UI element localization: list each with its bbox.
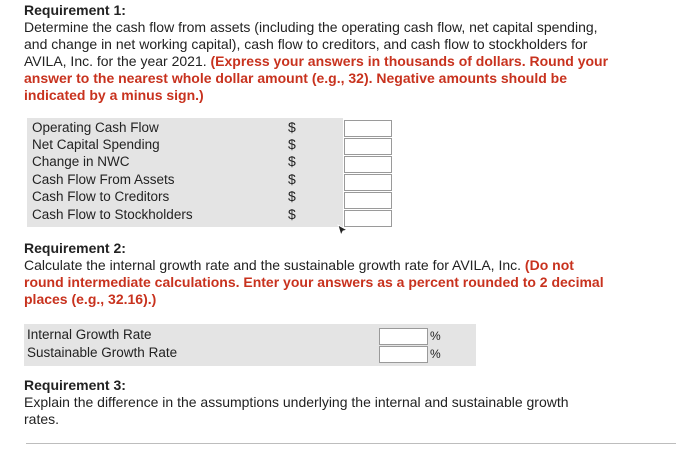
net-capital-spending-input[interactable] xyxy=(344,138,392,155)
row-label-net-capital-spending: Net Capital Spending xyxy=(32,137,160,152)
row-label-cash-flow-to-creditors: Cash Flow to Creditors xyxy=(32,189,170,204)
currency-symbol: $ xyxy=(288,119,296,135)
mouse-cursor-icon xyxy=(337,224,349,236)
requirement-2-title: Requirement 2: xyxy=(24,240,126,256)
internal-growth-rate-input[interactable] xyxy=(379,328,428,345)
requirement-3-answer-area[interactable] xyxy=(26,443,676,444)
currency-symbol: $ xyxy=(288,136,296,152)
row-label-internal-growth-rate: Internal Growth Rate xyxy=(27,327,152,342)
operating-cash-flow-input[interactable] xyxy=(344,120,392,137)
cash-flow-from-assets-input[interactable] xyxy=(344,174,392,191)
requirement-1-title: Requirement 1: xyxy=(24,2,126,18)
cash-flow-to-creditors-input[interactable] xyxy=(344,192,392,209)
row-label-sustainable-growth-rate: Sustainable Growth Rate xyxy=(27,345,178,360)
requirement-2-instruction: (Do not round intermediate calculations. Enter your answers as a percent rounded to 2 decimal places (e.g., 32.16).) xyxy=(24,257,604,307)
requirement-3-title: Requirement 3: xyxy=(24,377,126,393)
requirement-1 xyxy=(24,2,624,104)
row-label-operating-cash-flow: Operating Cash Flow xyxy=(32,120,159,135)
percent-unit: % xyxy=(430,329,441,343)
requirement-1-text xyxy=(24,19,624,104)
req1-currency-panel xyxy=(229,118,343,227)
row-label-cash-flow-to-stockholders: Cash Flow to Stockholders xyxy=(32,207,193,222)
requirement-2-question: Calculate the internal growth rate and the sustainable growth rate for AVILA, Inc. xyxy=(24,257,522,273)
currency-symbol: $ xyxy=(288,171,296,187)
requirement-2-text xyxy=(24,257,614,308)
row-label-change-in-nwc: Change in NWC xyxy=(32,154,130,169)
percent-unit: % xyxy=(430,347,441,361)
sustainable-growth-rate-input[interactable] xyxy=(379,346,428,363)
requirement-3 xyxy=(24,377,604,428)
cash-flow-to-stockholders-input[interactable] xyxy=(344,210,392,227)
requirement-1-instruction: (Express your answers in thousands of dollars. Round your answer to the nearest whole dollar amount (e.g., 32). Negative amounts should be indicated by a minus sign.) xyxy=(24,53,609,103)
requirement-2 xyxy=(24,240,614,308)
requirement-1-question: Determine the cash flow from assets (including the operating cash flow, net capital spending, and change in net working capital), cash flow to creditors, and cash flow to stockholders for AVILA, Inc. for the year 2021. xyxy=(24,19,598,69)
currency-symbol: $ xyxy=(288,206,296,222)
currency-symbol: $ xyxy=(288,188,296,204)
change-in-nwc-input[interactable] xyxy=(344,156,392,173)
row-label-cash-flow-from-assets: Cash Flow From Assets xyxy=(32,172,175,187)
currency-symbol: $ xyxy=(288,153,296,169)
requirement-3-text: Explain the difference in the assumptions underlying the internal and sustainable growth rates. xyxy=(24,394,569,427)
